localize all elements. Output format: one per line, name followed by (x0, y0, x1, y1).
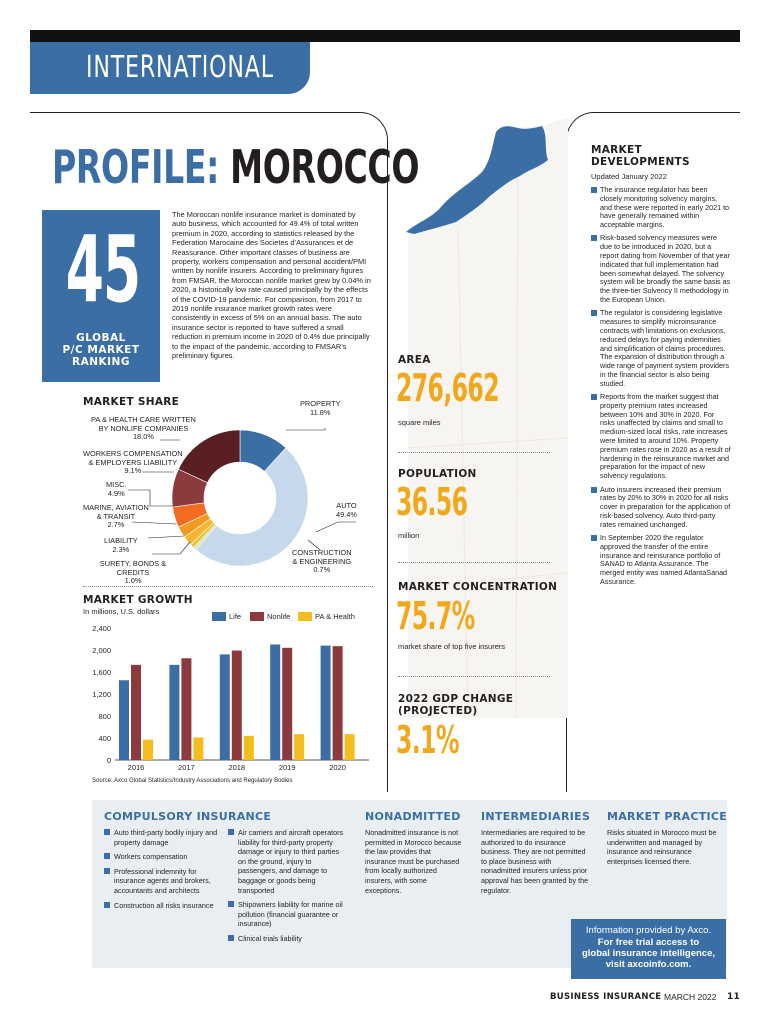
stat-concentration-value: 75.7% (396, 594, 475, 638)
list-item: Shipowners liability for marine oil pollution (financial guarantee or insurance) (228, 900, 348, 929)
bar-life-2018 (220, 654, 230, 760)
y-tick-label: 0 (106, 756, 111, 765)
x-tick-label: 2020 (329, 763, 346, 772)
y-tick-label: 1,200 (92, 690, 111, 699)
list-item: Auto third-party bodily injury and property damage (104, 828, 222, 847)
axco-link[interactable]: visit axcoinfo.com. (605, 959, 692, 970)
ranking-box (42, 210, 160, 382)
list-item: Construction all risks insurance (104, 901, 222, 911)
ranking-label (42, 332, 160, 368)
developments-list (591, 186, 731, 591)
title-country: MOROCCO (230, 140, 420, 194)
bar-life-2020 (321, 646, 331, 760)
legend-pa-health: PA & Health (298, 612, 355, 621)
chart-source: Source: Axco Global Statistics/Industry Associations and Regulatory Bodies (92, 778, 293, 784)
divider (83, 586, 373, 587)
y-tick-label: 800 (98, 712, 111, 721)
pie-label-surety: SURETY, BONDS & CREDITS 1.0% (99, 559, 167, 586)
stat-area-unit: square miles (398, 418, 441, 427)
bar-nonlife-2020 (333, 646, 343, 760)
bar-pa-health-2016 (143, 740, 153, 760)
pie-label-construction: CONSTRUCTION & ENGINEERING 0.7% (292, 548, 352, 575)
bar-nonlife-2018 (232, 651, 242, 760)
page-title (52, 140, 419, 194)
nonadmitted-title: NONADMITTED (365, 810, 461, 823)
y-tick-label: 2,000 (92, 646, 111, 655)
market-growth-bar-chart (83, 620, 375, 776)
bar-life-2017 (169, 665, 179, 760)
stat-gdp-value: 3.1% (396, 718, 459, 762)
pie-label-marine: MARINE, AVIATION & TRANSIT 2.7% (83, 503, 149, 530)
axco-promo-box[interactable] (571, 919, 726, 979)
bar-life-2019 (270, 645, 280, 761)
section-label: INTERNATIONAL (86, 50, 274, 85)
axco-line3: global insurance intelligence, (581, 948, 716, 959)
intro-text: The Moroccan nonlife insurance market is dominated by auto business, which accounted for 49.4% of total written premium in 2020, according to statistics released by the Federation Marocaine des Societes d’Assurances et de Reassurance. Other important classes of business are property, workers compensation and personal accident/PMI written by nonlife insurers. According to preliminary figures from FMSAR, the Moroccan nonlife market grew by 0.04% in 2020, a historically low rate caused principally by the effects of the COVID-19 pandemic. For comparison, from 2017 to 2019 nonlife insurance market growth rates were consistently in excess of 5% on an annual basis. The auto insurance sector is reported to have suffered a small reduction in premium income in 2020 of 0.4% due principally to the impact of the pandemic, according to FMSAR’s preliminary figures. (172, 210, 371, 361)
stat-area-label: AREA (398, 354, 431, 366)
stat-population-label: POPULATION (398, 468, 477, 480)
y-tick-label: 1,600 (92, 668, 111, 677)
compulsory-title: COMPULSORY INSURANCE (104, 810, 272, 823)
list-item: Clinical trials liability (228, 934, 348, 944)
stat-population-value: 36.56 (396, 480, 468, 524)
x-tick-label: 2019 (278, 763, 296, 772)
bar-pa-health-2018 (244, 736, 254, 760)
footer-publication: BUSINESS INSURANCE (550, 992, 662, 1002)
bar-pa-health-2020 (345, 734, 355, 760)
list-item: Professional indemnity for insurance agents and brokers, accountants and architects (104, 867, 222, 896)
ranking-label-line2: P/C MARKET (62, 344, 140, 356)
x-tick-label: 2018 (228, 763, 246, 772)
stat-gdp-label: 2022 GDP CHANGE (PROJECTED) (398, 693, 514, 717)
list-item: Reports from the market suggest that property premium rates increased between 10% and 30% in 2020. For risks unaffected by claims and small to medium-sized local risks, rate increases were limited to around 10%. Property premium rates rose in 2020 as a result of hardening in the reinsurance market and preparation for the impact of new solvency regulations. (591, 393, 731, 481)
pie-label-property: PROPERTY 11.8% (300, 399, 341, 417)
section-tab (30, 42, 310, 94)
pie-label-workers: WORKERS COMPENSATION & EMPLOYERS LIABILITY 9.1% (83, 449, 183, 476)
axco-line1: Information provided by Axco. (585, 925, 712, 936)
pie-label-auto: AUTO 49.4% (336, 501, 357, 519)
developments-updated: Updated January 2022 (591, 172, 667, 181)
footer-date: MARCH 2022 (664, 992, 717, 1002)
market-share-title: MARKET SHARE (83, 396, 180, 408)
list-item: Workers compensation (104, 852, 222, 862)
axco-line2: For free trial access to (597, 937, 700, 948)
x-tick-label: 2017 (178, 763, 195, 772)
title-prefix: PROFILE: (52, 140, 219, 194)
bar-life-2016 (119, 680, 129, 760)
top-rule (30, 30, 740, 42)
legend-life: Life (212, 612, 241, 621)
practice-title: MARKET PRACTICE (607, 810, 728, 823)
bar-pa-health-2019 (294, 734, 304, 760)
divider (398, 562, 550, 563)
divider (398, 452, 550, 453)
market-growth-subtitle: In millions, U.S. dollars (83, 607, 160, 616)
compulsory-list-col2 (228, 828, 348, 949)
y-tick-label: 400 (98, 734, 111, 743)
market-growth-title: MARKET GROWTH (83, 594, 193, 606)
stat-area-value: 276,662 (396, 366, 499, 410)
stat-population-unit: million (398, 531, 420, 540)
pie-label-liability: LIABILITY 2.3% (104, 536, 138, 554)
pie-label-misc: MISC. 4.9% (106, 480, 127, 498)
pie-label-pa: PA & HEALTH CARE WRITTEN BY NONLIFE COMPANIES 18.0% (91, 415, 196, 442)
list-item: In September 2020 the regulator approved the transfer of the entire insurance and reinsurance portfolio of SANAD to Atlanta Assurance. The merged entity was named AtlantaSanad Assurance. (591, 534, 731, 587)
practice-text: Risks situated in Morocco must be underwritten and managed by insurance and reinsurance enterprises licensed there. (607, 828, 717, 866)
developments-title: MARKET DEVELOPMENTS (591, 144, 690, 168)
bar-nonlife-2019 (282, 648, 292, 760)
list-item: Risk-based solvency measures were due to be introduced in 2020, but a report dating from November of that year indicated that full implementation had been somewhat delayed. The solvency system will be broadly the same basis as the three-tier Solvency II methodology in the European Union. (591, 234, 731, 304)
bar-pa-health-2017 (193, 737, 203, 760)
list-item: The regulator is considering legislative measures to simplify microinsurance contracts with limitations on exclusions, reduced delays for paying indemnities and simplification of claims procedures. The expansion of distribution through a wide range of payment system providers in the financial sector is also being studied. (591, 309, 731, 388)
ranking-number: 45 (65, 216, 141, 323)
intermediaries-title: INTERMEDIARIES (481, 810, 591, 823)
stat-concentration-unit: market share of top five insurers (398, 642, 506, 651)
ranking-label-line1: GLOBAL (76, 332, 126, 344)
legend-nonlife: Nonlife (250, 612, 290, 621)
list-item: The insurance regulator has been closely monitoring solvency margins, and these were reported in early 2021 to have generally remained within acceptable margins. (591, 186, 731, 230)
divider (398, 676, 550, 677)
footer-page-number: 11 (727, 992, 741, 1002)
compulsory-list-col1 (104, 828, 222, 915)
list-item: Auto insurers increased their premium rates by 20% to 30% in 2020 for all risks cover in preparation for the application of risk-based solvency. Auto third-party rates remained unchanged. (591, 486, 731, 530)
intermediaries-text: Intermediaries are required to be authorized to do insurance business. They are not permitted to place business with nonadmitted insurers unless prior approval has been granted by the regulator. (481, 828, 589, 895)
bar-nonlife-2017 (181, 658, 191, 760)
list-item: Air carriers and aircraft operators liability for third-party property damage or injury to third parties on the ground, injury to passengers, and damage to baggage or goods being transported (228, 828, 348, 895)
bar-nonlife-2016 (131, 665, 141, 760)
y-tick-label: 2,400 (92, 624, 111, 633)
nonadmitted-text: Nonadmitted insurance is not permitted in Morocco because the law provides that insurance must be purchased from locally authorized insurers, with some exceptions. (365, 828, 462, 895)
ranking-label-line3: RANKING (72, 356, 130, 368)
stat-concentration-label: MARKET CONCENTRATION (398, 581, 558, 593)
x-tick-label: 2016 (127, 763, 145, 772)
